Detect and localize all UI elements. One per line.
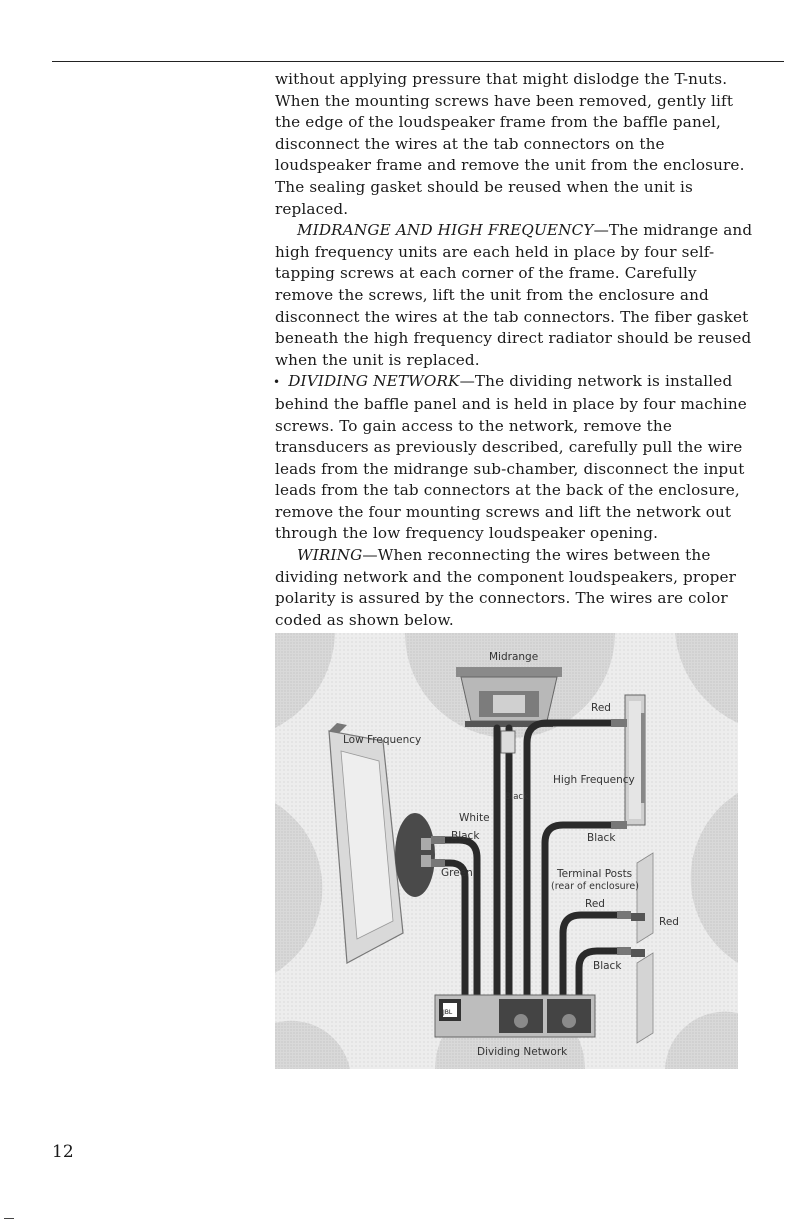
paragraph-dividing-network-body: The dividing network is installed behind the baffle panel and is held in place by four machine screws. To gain access to the network, remove the transducers as previously described, carefully pull the wire leads from the midrange sub-chamber, disconnect the input leads from the tab connectors at the back of the enclosure, remove the four mounting screws and lift the network out through the low frequency loudspeaker opening. xyxy=(275,372,747,543)
label-wire-white: White xyxy=(459,812,490,824)
wiring-diagram-svg xyxy=(275,633,738,1069)
heading-dividing-network: DIVIDING NETWORK xyxy=(288,372,460,391)
corner-mark xyxy=(4,1218,14,1219)
em-dash: — xyxy=(362,546,378,565)
paragraph-dividing-network xyxy=(275,371,755,545)
paragraph-wiring-body: When reconnecting the wires between the dividing network and the component loudspeakers, proper polarity is assured by the connectors. The wires are color coded as shown below. xyxy=(275,546,737,629)
label-wire-red-hf: Red xyxy=(591,702,611,714)
em-dash: — xyxy=(459,372,475,391)
label-wire-black-hf: Black xyxy=(587,832,616,844)
paragraph-midrange-hf-body: The midrange and high frequency units are each held in place by four self-tapping screws at each corner of the frame. Carefully remove the screws, lift the unit from the enclosure and disconnect the wires at the tab connectors. The fiber gasket beneath the high frequency direct radiator should be reused when the unit is replaced. xyxy=(275,221,753,369)
heading-midrange-hf: MIDRANGE AND HIGH FREQUENCY xyxy=(297,221,594,240)
label-high-frequency: High Frequency xyxy=(553,774,635,786)
label-low-frequency: Low Frequency xyxy=(343,734,422,746)
label-wire-black-mid: Black xyxy=(505,792,528,802)
label-terminal-posts: Terminal Posts xyxy=(557,868,633,880)
paragraph-removal: without applying pressure that might dislodge the T-nuts. When the mounting screws have been removed, gently lift the edge of the loudspeaker frame from the baffle panel, disconnect the wires at the tab connectors on the loudspeaker frame and remove the unit from the enclosure. The sealing gasket should be reused when the unit is replaced. xyxy=(275,70,745,218)
label-wire-black-lf: Black xyxy=(451,830,480,842)
body-text xyxy=(275,69,755,631)
label-dividing-network: Dividing Network xyxy=(477,1046,568,1058)
stray-mark: • xyxy=(273,375,281,390)
page-number: 12 xyxy=(52,1142,74,1162)
dividing-network-board xyxy=(435,995,595,1037)
wiring-diagram xyxy=(275,633,738,1069)
label-midrange: Midrange xyxy=(489,651,539,663)
label-wire-red-terminal: Red xyxy=(585,898,605,910)
header-rule xyxy=(52,61,784,62)
label-terminal-red: Red xyxy=(659,916,679,928)
network-logo: JBL xyxy=(443,1009,453,1016)
label-rear-of-enclosure: (rear of enclosure) xyxy=(551,881,639,892)
heading-wiring: WIRING xyxy=(297,546,363,565)
label-terminal-black: Black xyxy=(593,960,622,972)
em-dash: — xyxy=(593,221,609,240)
paragraph-midrange-hf xyxy=(275,220,755,371)
label-wire-green: Green xyxy=(441,867,473,879)
midrange-speaker xyxy=(456,667,562,727)
paragraph-wiring xyxy=(275,545,755,631)
high-frequency-radiator xyxy=(625,695,645,825)
